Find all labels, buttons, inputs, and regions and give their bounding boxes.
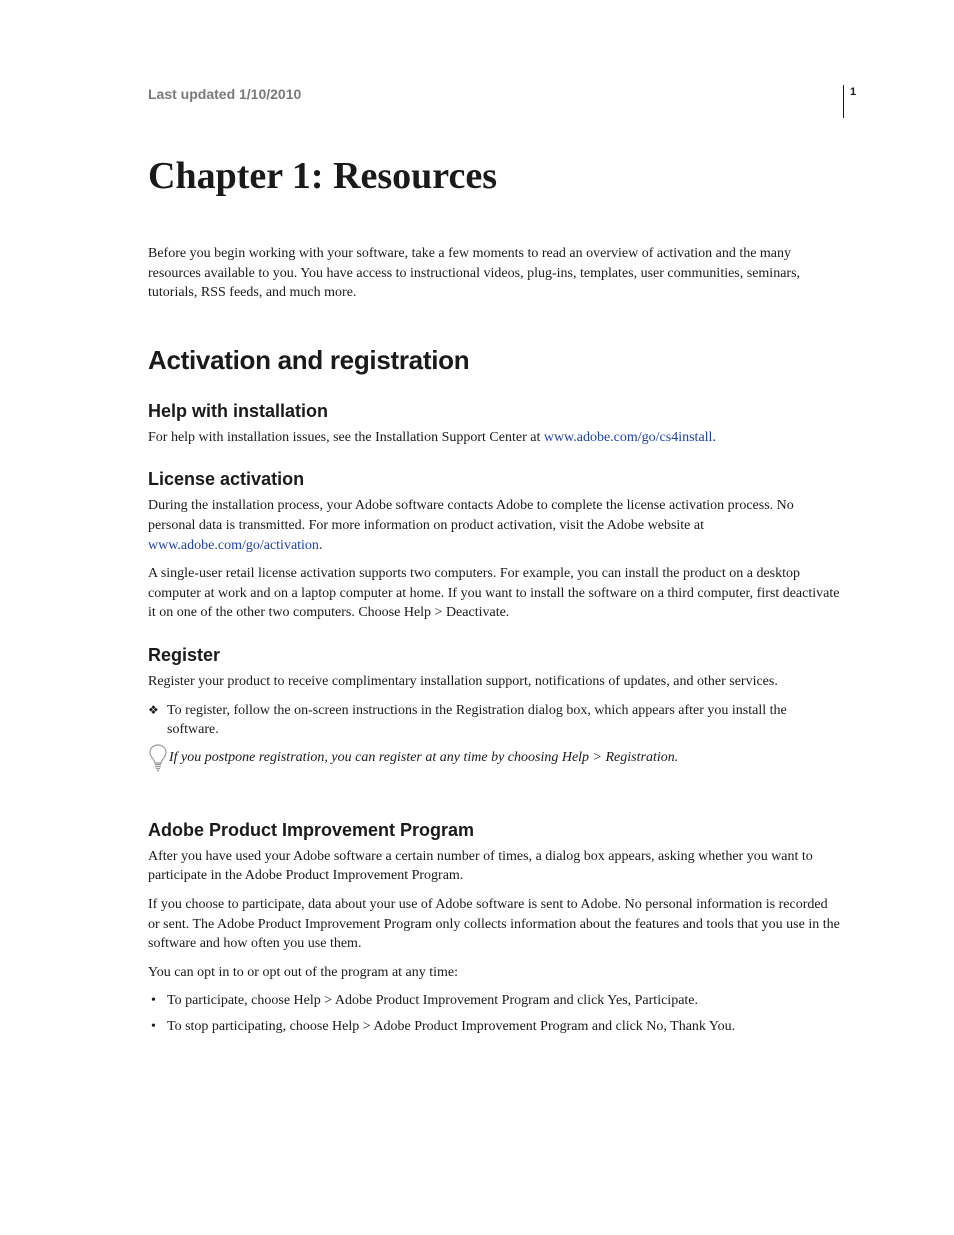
help-installation-text	[148, 428, 840, 448]
header-last-updated: Last updated 1/10/2010	[148, 86, 302, 102]
section-heading-activation: Activation and registration	[148, 344, 470, 375]
cs4install-link[interactable]: www.adobe.com/go/cs4install	[543, 429, 713, 445]
improvement-bullet-list	[148, 991, 840, 1036]
list-item-text: To stop participating, choose Help > Adobe Product Improvement Program and click No, Thank You.	[167, 1018, 736, 1034]
register-para: Register your product to receive complimentary installation support, notifications of updates, and other services.	[148, 673, 778, 689]
registration-tip	[148, 748, 840, 774]
improvement-para-1: After you have used your Adobe software a certain number of times, a dialog box appears, asking whether you want to participate in the Adobe Product Improvement Program.	[148, 848, 813, 884]
registration-tip-text: If you postpone registration, you can register at any time by choosing Help > Registration.	[169, 749, 679, 765]
subheading-help-installation: Help with installation	[148, 400, 329, 421]
subheading-improvement-program: Adobe Product Improvement Program	[148, 819, 475, 840]
subheading-register: Register	[148, 644, 221, 665]
license-para-1-text: During the installation process, your Adobe software contacts Adobe to complete the license activation process. No personal data is transmitted. For more information on product activation, visit the Adobe website at	[148, 498, 794, 533]
page-content	[148, 150, 840, 1042]
activation-link[interactable]: www.adobe.com/go/activation	[148, 537, 319, 553]
license-para-1	[148, 496, 840, 555]
list-item-text: To participate, choose Help > Adobe Product Improvement Program and click Yes, Participate.	[167, 993, 699, 1009]
bullet-icon: •	[151, 1018, 156, 1034]
list-item	[148, 1017, 840, 1037]
subheading-license-activation: License activation	[148, 469, 305, 490]
license-para-1-after: .	[318, 537, 323, 553]
help-installation-text-after: .	[712, 429, 716, 445]
diamond-bullet-icon: ❖	[148, 702, 159, 717]
improvement-para-3: You can opt in to or opt out of the program at any time:	[148, 964, 459, 980]
improvement-para-2: If you choose to participate, data about your use of Adobe software is sent to Adobe. No personal information is recorded or sent. The Adobe Product Improvement Program only collects information about the features and tools that you use in the software and how often you use them.	[148, 896, 840, 952]
chapter-intro: Before you begin working with your software, take a few moments to read an overview of activation and the many resources available to you. You have access to instructional videos, plug-ins, templates, user communities, seminars, tutorials, RSS feeds, and much more.	[148, 246, 801, 301]
lightbulb-icon	[148, 743, 168, 773]
page-number: 1	[850, 86, 857, 98]
help-installation-text-before: For help with installation issues, see the Installation Support Center at	[148, 429, 544, 445]
register-step-text: To register, follow the on-screen instructions in the Registration dialog box, which appears after you install the software.	[167, 702, 787, 738]
list-item	[148, 991, 840, 1011]
chapter-title: Chapter 1: Resources	[148, 155, 497, 197]
page-number-rule	[843, 85, 844, 118]
register-step	[148, 701, 840, 740]
license-para-2: A single-user retail license activation supports two computers. For example, you can install the product on a desktop computer at work and on a laptop computer at home. If you want to install the software on a third computer, first deactivate it on one of the other two computers. Choose Help > Deactivate.	[148, 566, 840, 621]
bullet-icon: •	[151, 993, 156, 1009]
